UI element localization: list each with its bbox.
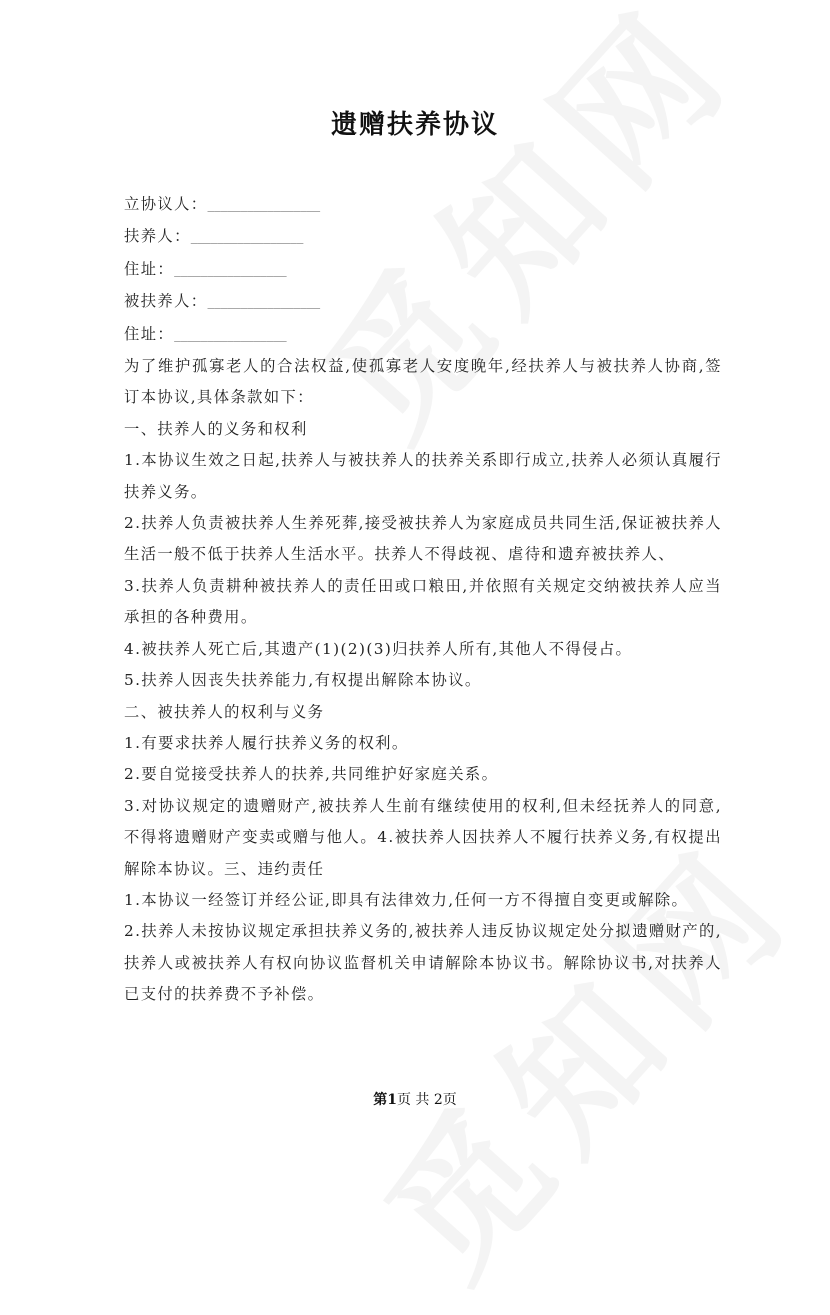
field-blank: _________________ [174, 328, 287, 342]
field-supported-address [124, 319, 722, 351]
document-title: 遗赠扶养协议 [330, 110, 499, 140]
field-blank: _________________ [174, 263, 287, 277]
section-heading-1: 一、扶养人的义务和权利 [124, 419, 308, 438]
section-heading-2: 二、被扶养人的权利与义务 [124, 702, 325, 721]
clause: 2.要自觉接受扶养人的扶养,共同维护好家庭关系。 [124, 765, 499, 784]
clause: 1.本协议生效之日起,扶养人与被扶养人的扶养关系即行成立,扶养人必须认真履行扶养义务。 [124, 451, 722, 501]
page-mid: 页 共 [396, 1092, 434, 1108]
field-blank: _________________ [207, 296, 321, 310]
field-blank: _________________ [190, 231, 304, 245]
paragraph-intro: 为了维护孤寡老人的合法权益,使孤寡老人安度晚年,经扶养人与被扶养人协商,签订本协议,具体条款如下： [124, 357, 722, 407]
clause: 4.被扶养人死亡后,其遗产(1)(2)(3)归扶养人所有,其他人不得侵占。 [124, 639, 633, 658]
field-label: 立协议人： [124, 195, 208, 213]
field-blank: _________________ [207, 199, 321, 212]
clause: 3.扶养人负责耕种被扶养人的责任田或口粮田,并依照有关规定交纳被扶养人应当承担的各种费用。 [124, 576, 722, 627]
document-body [124, 189, 722, 1011]
clause: 5.扶养人因丧失扶养能力,有权提出解除本协议。 [124, 671, 482, 690]
clause: 2.扶养人未按协议规定承担扶养义务的,被扶养人违反协议规定处分拟遗赠财产的,扶养人或被扶养人有权向协议监督机关申请解除本协议书。解除协议书,对扶养人已支付的扶养费不予补偿。 [124, 922, 722, 1004]
clause: 2.扶养人负责被扶养人生养死葬,接受被扶养人为家庭成员共同生活,保证被扶养人生活一般不低于扶养人生活水平。扶养人不得歧视、虐待和遗弃被扶养人、 [124, 514, 722, 564]
clause: 1.本协议一经签订并经公证,即具有法律效力,任何一方不得擅自变更或解除。 [124, 890, 689, 909]
page-current: 1 [387, 1092, 397, 1108]
page-prefix: 第 [373, 1092, 388, 1108]
field-supporter [124, 221, 722, 253]
field-supporter-address [124, 254, 722, 286]
field-party [124, 189, 722, 221]
clause: 1.有要求扶养人履行扶养义务的权利。 [124, 733, 409, 752]
field-label: 住址： [124, 259, 175, 278]
page-footer [0, 1089, 830, 1109]
field-label: 被扶养人： [124, 292, 208, 311]
clause: 3.对协议规定的遗赠财产,被扶养人生前有继续使用的权利,但未经抚养人的同意,不得将遗赠财产变卖或赠与他人。4.被扶养人因扶养人不履行扶养义务,有权提出解除本协议。三、违约责任 [124, 796, 722, 878]
field-label: 扶养人： [124, 227, 191, 246]
page-suffix: 页 [442, 1092, 457, 1108]
field-supported [124, 286, 722, 318]
page-total: 2 [433, 1092, 443, 1108]
field-label: 住址： [124, 324, 175, 343]
